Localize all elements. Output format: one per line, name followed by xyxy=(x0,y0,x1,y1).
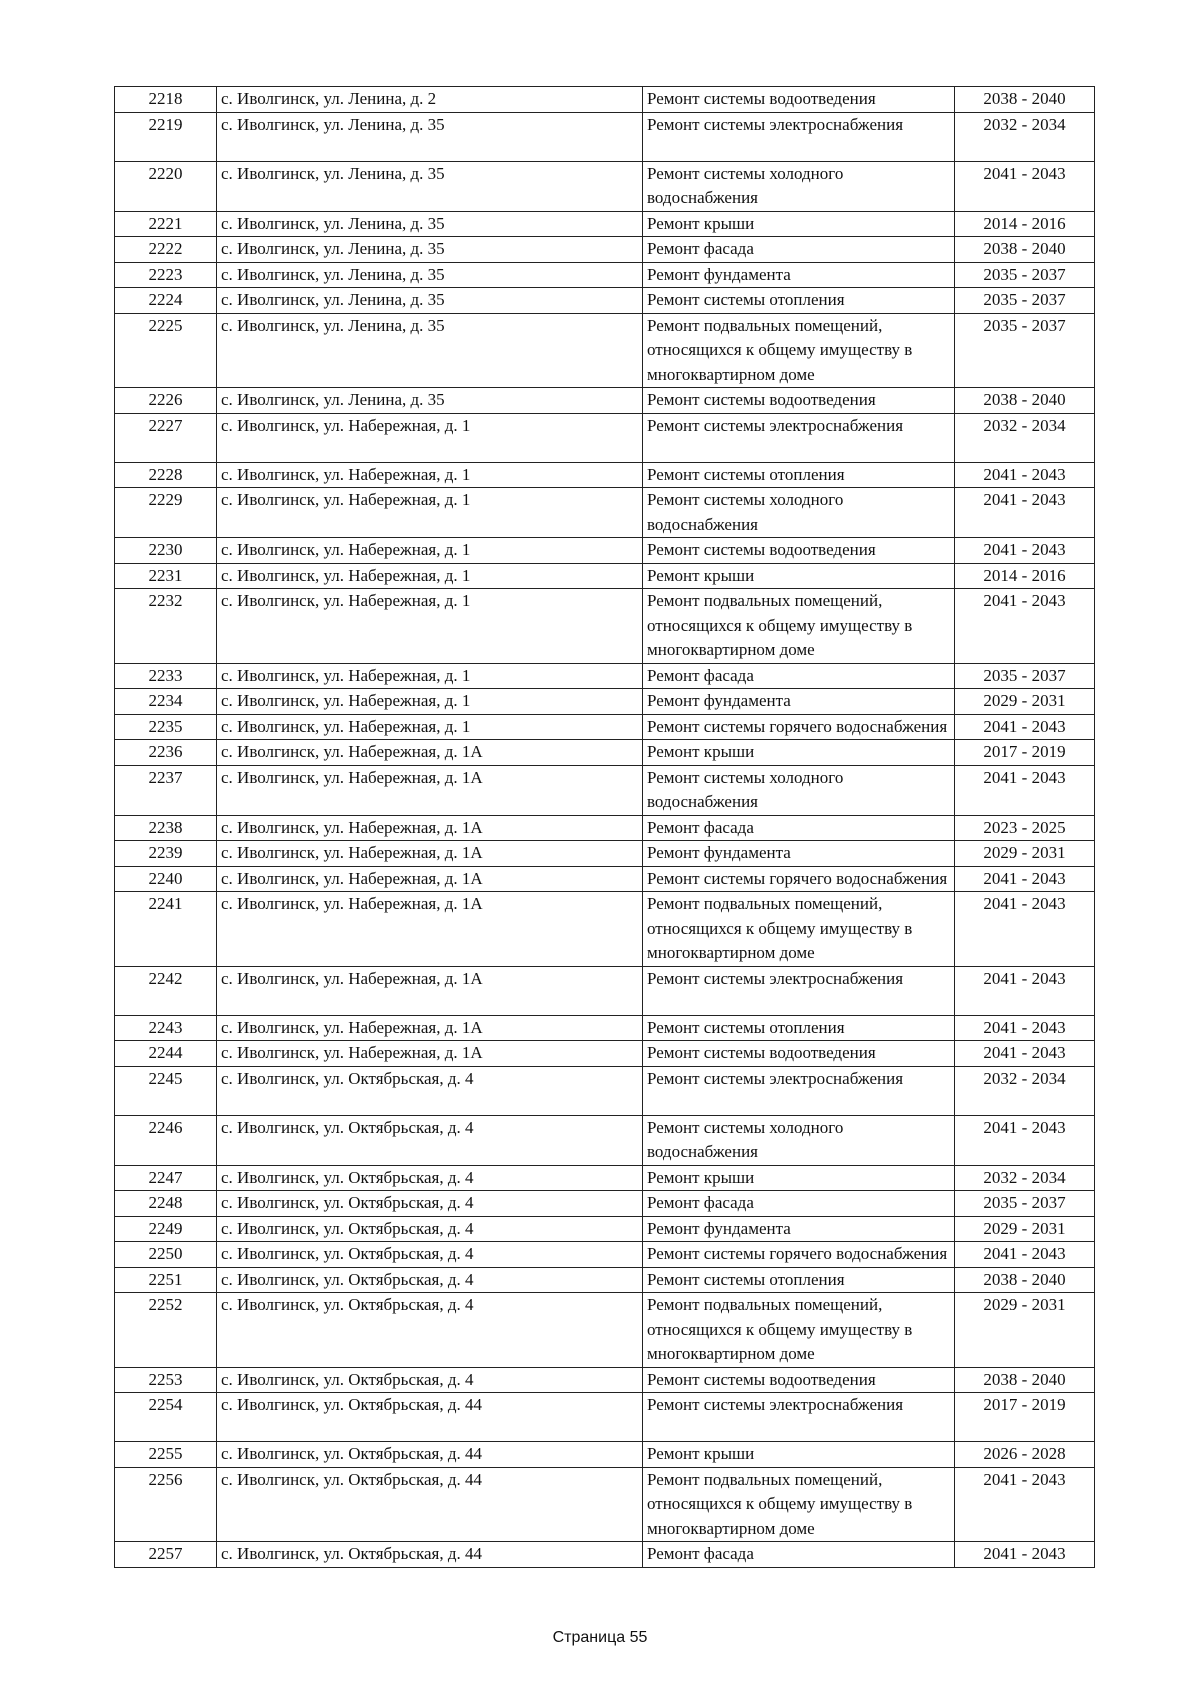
work-type-cell: Ремонт системы горячего водоснабжения xyxy=(643,714,955,740)
period-cell: 2041 - 2043 xyxy=(955,488,1095,538)
period-cell: 2029 - 2031 xyxy=(955,1293,1095,1368)
row-number-cell: 2246 xyxy=(115,1115,217,1165)
work-type-cell: Ремонт фундамента xyxy=(643,841,955,867)
row-number-cell: 2235 xyxy=(115,714,217,740)
table-row xyxy=(115,1267,1095,1293)
address-cell: с. Иволгинск, ул. Ленина, д. 35 xyxy=(217,237,643,263)
work-type-cell: Ремонт фасада xyxy=(643,663,955,689)
table-row xyxy=(115,1393,1095,1442)
address-cell: с. Иволгинск, ул. Набережная, д. 1А xyxy=(217,841,643,867)
work-type-cell: Ремонт системы водоотведения xyxy=(643,538,955,564)
period-cell: 2032 - 2034 xyxy=(955,112,1095,161)
work-type-cell: Ремонт системы горячего водоснабжения xyxy=(643,1242,955,1268)
row-number-cell: 2221 xyxy=(115,211,217,237)
period-cell: 2035 - 2037 xyxy=(955,313,1095,388)
address-cell: с. Иволгинск, ул. Набережная, д. 1 xyxy=(217,663,643,689)
table-row xyxy=(115,1041,1095,1067)
table-row xyxy=(115,740,1095,766)
row-number-cell: 2247 xyxy=(115,1165,217,1191)
row-number-cell: 2219 xyxy=(115,112,217,161)
row-number-cell: 2245 xyxy=(115,1066,217,1115)
period-cell: 2029 - 2031 xyxy=(955,841,1095,867)
period-cell: 2017 - 2019 xyxy=(955,1393,1095,1442)
row-number-cell: 2231 xyxy=(115,563,217,589)
table-row xyxy=(115,1216,1095,1242)
address-cell: с. Иволгинск, ул. Ленина, д. 35 xyxy=(217,161,643,211)
row-number-cell: 2252 xyxy=(115,1293,217,1368)
work-type-cell: Ремонт системы электроснабжения xyxy=(643,1393,955,1442)
work-type-cell: Ремонт системы холодного водоснабжения xyxy=(643,1115,955,1165)
row-number-cell: 2249 xyxy=(115,1216,217,1242)
row-number-cell: 2237 xyxy=(115,765,217,815)
period-cell: 2041 - 2043 xyxy=(955,765,1095,815)
address-cell: с. Иволгинск, ул. Набережная, д. 1 xyxy=(217,689,643,715)
table-row xyxy=(115,563,1095,589)
period-cell: 2032 - 2034 xyxy=(955,413,1095,462)
period-cell: 2035 - 2037 xyxy=(955,288,1095,314)
period-cell: 2017 - 2019 xyxy=(955,740,1095,766)
work-type-cell: Ремонт фасада xyxy=(643,1542,955,1568)
table-row xyxy=(115,1165,1095,1191)
work-type-cell: Ремонт системы отопления xyxy=(643,462,955,488)
period-cell: 2041 - 2043 xyxy=(955,1041,1095,1067)
work-type-cell: Ремонт фундамента xyxy=(643,262,955,288)
address-cell: с. Иволгинск, ул. Набережная, д. 1 xyxy=(217,462,643,488)
row-number-cell: 2236 xyxy=(115,740,217,766)
table-row xyxy=(115,1115,1095,1165)
table-row xyxy=(115,1442,1095,1468)
row-number-cell: 2229 xyxy=(115,488,217,538)
table-row xyxy=(115,892,1095,967)
address-cell: с. Иволгинск, ул. Ленина, д. 2 xyxy=(217,87,643,113)
period-cell: 2041 - 2043 xyxy=(955,462,1095,488)
work-type-cell: Ремонт системы отопления xyxy=(643,1015,955,1041)
address-cell: с. Иволгинск, ул. Октябрьская, д. 4 xyxy=(217,1191,643,1217)
row-number-cell: 2256 xyxy=(115,1467,217,1542)
table-row xyxy=(115,211,1095,237)
table-row xyxy=(115,765,1095,815)
row-number-cell: 2254 xyxy=(115,1393,217,1442)
table-row xyxy=(115,237,1095,263)
work-type-cell: Ремонт подвальных помещений, относящихся к общему имуществу в многоквартирном доме xyxy=(643,589,955,664)
row-number-cell: 2223 xyxy=(115,262,217,288)
period-cell: 2041 - 2043 xyxy=(955,866,1095,892)
row-number-cell: 2239 xyxy=(115,841,217,867)
period-cell: 2041 - 2043 xyxy=(955,161,1095,211)
table-row xyxy=(115,689,1095,715)
address-cell: с. Иволгинск, ул. Ленина, д. 35 xyxy=(217,262,643,288)
table-row xyxy=(115,1367,1095,1393)
address-cell: с. Иволгинск, ул. Набережная, д. 1 xyxy=(217,488,643,538)
table-row xyxy=(115,1066,1095,1115)
work-type-cell: Ремонт системы горячего водоснабжения xyxy=(643,866,955,892)
work-type-cell: Ремонт системы холодного водоснабжения xyxy=(643,488,955,538)
work-type-cell: Ремонт крыши xyxy=(643,211,955,237)
table-row xyxy=(115,966,1095,1015)
period-cell: 2023 - 2025 xyxy=(955,815,1095,841)
address-cell: с. Иволгинск, ул. Набережная, д. 1А xyxy=(217,815,643,841)
row-number-cell: 2230 xyxy=(115,538,217,564)
address-cell: с. Иволгинск, ул. Набережная, д. 1 xyxy=(217,538,643,564)
row-number-cell: 2243 xyxy=(115,1015,217,1041)
row-number-cell: 2220 xyxy=(115,161,217,211)
row-number-cell: 2241 xyxy=(115,892,217,967)
table-row xyxy=(115,313,1095,388)
period-cell: 2038 - 2040 xyxy=(955,388,1095,414)
work-type-cell: Ремонт фасада xyxy=(643,1191,955,1217)
row-number-cell: 2257 xyxy=(115,1542,217,1568)
period-cell: 2041 - 2043 xyxy=(955,1015,1095,1041)
work-type-cell: Ремонт подвальных помещений, относящихся к общему имуществу в многоквартирном доме xyxy=(643,1293,955,1368)
address-cell: с. Иволгинск, ул. Ленина, д. 35 xyxy=(217,288,643,314)
work-type-cell: Ремонт системы водоотведения xyxy=(643,388,955,414)
table-row xyxy=(115,714,1095,740)
period-cell: 2029 - 2031 xyxy=(955,1216,1095,1242)
row-number-cell: 2251 xyxy=(115,1267,217,1293)
period-cell: 2032 - 2034 xyxy=(955,1165,1095,1191)
work-type-cell: Ремонт системы отопления xyxy=(643,288,955,314)
table-row xyxy=(115,663,1095,689)
address-cell: с. Иволгинск, ул. Октябрьская, д. 4 xyxy=(217,1267,643,1293)
table-row xyxy=(115,1015,1095,1041)
row-number-cell: 2234 xyxy=(115,689,217,715)
work-type-cell: Ремонт системы водоотведения xyxy=(643,1367,955,1393)
row-number-cell: 2224 xyxy=(115,288,217,314)
row-number-cell: 2238 xyxy=(115,815,217,841)
address-cell: с. Иволгинск, ул. Октябрьская, д. 44 xyxy=(217,1393,643,1442)
row-number-cell: 2222 xyxy=(115,237,217,263)
period-cell: 2041 - 2043 xyxy=(955,1542,1095,1568)
table-row xyxy=(115,1293,1095,1368)
work-type-cell: Ремонт крыши xyxy=(643,1165,955,1191)
address-cell: с. Иволгинск, ул. Набережная, д. 1А xyxy=(217,966,643,1015)
address-cell: с. Иволгинск, ул. Набережная, д. 1А xyxy=(217,892,643,967)
table-row xyxy=(115,388,1095,414)
period-cell: 2041 - 2043 xyxy=(955,1467,1095,1542)
work-type-cell: Ремонт системы водоотведения xyxy=(643,1041,955,1067)
row-number-cell: 2232 xyxy=(115,589,217,664)
table-row xyxy=(115,538,1095,564)
period-cell: 2032 - 2034 xyxy=(955,1066,1095,1115)
row-number-cell: 2244 xyxy=(115,1041,217,1067)
period-cell: 2035 - 2037 xyxy=(955,1191,1095,1217)
page-footer: Страница 55 xyxy=(552,1629,648,1646)
period-cell: 2038 - 2040 xyxy=(955,1267,1095,1293)
address-cell: с. Иволгинск, ул. Набережная, д. 1 xyxy=(217,714,643,740)
table-row xyxy=(115,262,1095,288)
table-row xyxy=(115,841,1095,867)
period-cell: 2038 - 2040 xyxy=(955,237,1095,263)
work-type-cell: Ремонт крыши xyxy=(643,563,955,589)
period-cell: 2041 - 2043 xyxy=(955,589,1095,664)
table-body xyxy=(115,87,1095,1568)
address-cell: с. Иволгинск, ул. Октябрьская, д. 4 xyxy=(217,1165,643,1191)
work-type-cell: Ремонт фундамента xyxy=(643,1216,955,1242)
row-number-cell: 2248 xyxy=(115,1191,217,1217)
period-cell: 2038 - 2040 xyxy=(955,1367,1095,1393)
table-row xyxy=(115,161,1095,211)
address-cell: с. Иволгинск, ул. Ленина, д. 35 xyxy=(217,112,643,161)
address-cell: с. Иволгинск, ул. Ленина, д. 35 xyxy=(217,313,643,388)
period-cell: 2041 - 2043 xyxy=(955,1115,1095,1165)
period-cell: 2026 - 2028 xyxy=(955,1442,1095,1468)
period-cell: 2038 - 2040 xyxy=(955,87,1095,113)
table-row xyxy=(115,462,1095,488)
table-row xyxy=(115,1191,1095,1217)
address-cell: с. Иволгинск, ул. Октябрьская, д. 4 xyxy=(217,1115,643,1165)
period-cell: 2014 - 2016 xyxy=(955,211,1095,237)
period-cell: 2041 - 2043 xyxy=(955,966,1095,1015)
repair-schedule-table xyxy=(114,86,1095,1568)
address-cell: с. Иволгинск, ул. Октябрьская, д. 4 xyxy=(217,1066,643,1115)
table-row xyxy=(115,1242,1095,1268)
table-row xyxy=(115,866,1095,892)
table-row xyxy=(115,413,1095,462)
address-cell: с. Иволгинск, ул. Октябрьская, д. 4 xyxy=(217,1293,643,1368)
period-cell: 2041 - 2043 xyxy=(955,538,1095,564)
address-cell: с. Иволгинск, ул. Октябрьская, д. 44 xyxy=(217,1442,643,1468)
table-row xyxy=(115,1467,1095,1542)
row-number-cell: 2227 xyxy=(115,413,217,462)
row-number-cell: 2242 xyxy=(115,966,217,1015)
address-cell: с. Иволгинск, ул. Октябрьская, д. 44 xyxy=(217,1467,643,1542)
work-type-cell: Ремонт фундамента xyxy=(643,689,955,715)
work-type-cell: Ремонт крыши xyxy=(643,740,955,766)
period-cell: 2041 - 2043 xyxy=(955,714,1095,740)
address-cell: с. Иволгинск, ул. Октябрьская, д. 4 xyxy=(217,1242,643,1268)
work-type-cell: Ремонт фасада xyxy=(643,815,955,841)
work-type-cell: Ремонт подвальных помещений, относящихся к общему имуществу в многоквартирном доме xyxy=(643,313,955,388)
row-number-cell: 2228 xyxy=(115,462,217,488)
address-cell: с. Иволгинск, ул. Ленина, д. 35 xyxy=(217,388,643,414)
address-cell: с. Иволгинск, ул. Набережная, д. 1А xyxy=(217,1041,643,1067)
row-number-cell: 2233 xyxy=(115,663,217,689)
table-row xyxy=(115,589,1095,664)
row-number-cell: 2225 xyxy=(115,313,217,388)
row-number-cell: 2218 xyxy=(115,87,217,113)
period-cell: 2041 - 2043 xyxy=(955,1242,1095,1268)
address-cell: с. Иволгинск, ул. Октябрьская, д. 4 xyxy=(217,1367,643,1393)
period-cell: 2041 - 2043 xyxy=(955,892,1095,967)
work-type-cell: Ремонт системы электроснабжения xyxy=(643,413,955,462)
table-row xyxy=(115,288,1095,314)
table-row xyxy=(115,1542,1095,1568)
work-type-cell: Ремонт подвальных помещений, относящихся к общему имуществу в многоквартирном доме xyxy=(643,892,955,967)
table-row xyxy=(115,488,1095,538)
row-number-cell: 2250 xyxy=(115,1242,217,1268)
address-cell: с. Иволгинск, ул. Октябрьская, д. 44 xyxy=(217,1542,643,1568)
address-cell: с. Иволгинск, ул. Ленина, д. 35 xyxy=(217,211,643,237)
work-type-cell: Ремонт системы электроснабжения xyxy=(643,1066,955,1115)
address-cell: с. Иволгинск, ул. Октябрьская, д. 4 xyxy=(217,1216,643,1242)
address-cell: с. Иволгинск, ул. Набережная, д. 1 xyxy=(217,589,643,664)
work-type-cell: Ремонт системы холодного водоснабжения xyxy=(643,161,955,211)
table-row xyxy=(115,87,1095,113)
address-cell: с. Иволгинск, ул. Набережная, д. 1 xyxy=(217,413,643,462)
row-number-cell: 2240 xyxy=(115,866,217,892)
work-type-cell: Ремонт подвальных помещений, относящихся к общему имуществу в многоквартирном доме xyxy=(643,1467,955,1542)
address-cell: с. Иволгинск, ул. Набережная, д. 1А xyxy=(217,866,643,892)
address-cell: с. Иволгинск, ул. Набережная, д. 1А xyxy=(217,1015,643,1041)
period-cell: 2029 - 2031 xyxy=(955,689,1095,715)
work-type-cell: Ремонт крыши xyxy=(643,1442,955,1468)
row-number-cell: 2255 xyxy=(115,1442,217,1468)
work-type-cell: Ремонт системы электроснабжения xyxy=(643,112,955,161)
table-row xyxy=(115,112,1095,161)
period-cell: 2014 - 2016 xyxy=(955,563,1095,589)
work-type-cell: Ремонт системы холодного водоснабжения xyxy=(643,765,955,815)
row-number-cell: 2253 xyxy=(115,1367,217,1393)
address-cell: с. Иволгинск, ул. Набережная, д. 1А xyxy=(217,740,643,766)
work-type-cell: Ремонт системы водоотведения xyxy=(643,87,955,113)
address-cell: с. Иволгинск, ул. Набережная, д. 1 xyxy=(217,563,643,589)
row-number-cell: 2226 xyxy=(115,388,217,414)
work-type-cell: Ремонт фасада xyxy=(643,237,955,263)
address-cell: с. Иволгинск, ул. Набережная, д. 1А xyxy=(217,765,643,815)
period-cell: 2035 - 2037 xyxy=(955,262,1095,288)
period-cell: 2035 - 2037 xyxy=(955,663,1095,689)
work-type-cell: Ремонт системы отопления xyxy=(643,1267,955,1293)
work-type-cell: Ремонт системы электроснабжения xyxy=(643,966,955,1015)
table-row xyxy=(115,815,1095,841)
